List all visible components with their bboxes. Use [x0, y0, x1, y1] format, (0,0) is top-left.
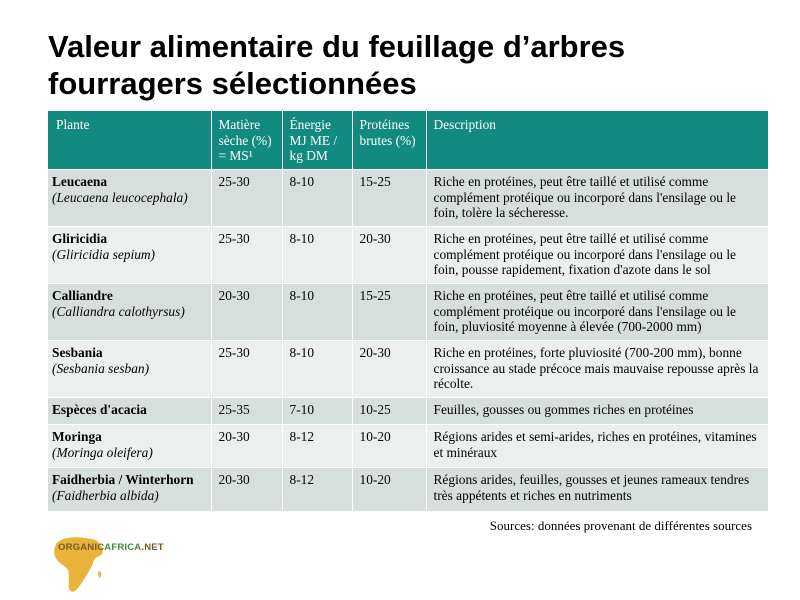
proteines-cell: 10-25	[352, 398, 426, 425]
table-row	[48, 425, 768, 468]
table-row	[48, 170, 768, 227]
energie-cell: 8-12	[282, 468, 352, 511]
proteines-cell: 15-25	[352, 170, 426, 227]
plant-name: Espèces d'acacia	[52, 402, 147, 417]
description-cell: Régions arides et semi-arides, riches en protéines, vitamines et minéraux	[426, 425, 768, 468]
description-cell: Riche en protéines, peut être taillé et utilisé comme complément protéique ou incorporé dans l'ensilage ou le foin, tolère la sécheresse.	[426, 170, 768, 227]
plant-latin: (Faidherbia albida)	[52, 487, 159, 503]
ms-cell: 25-35	[211, 398, 282, 425]
plant-latin: (Calliandra calothyrsus)	[52, 303, 185, 319]
source-note: Sources: données provenant de différentes sources	[489, 518, 752, 533]
table-header-row	[48, 111, 768, 170]
plant-name: Faidherbia / Winterhorn	[52, 472, 194, 487]
table-row	[48, 398, 768, 425]
plant-name: Calliandre	[52, 288, 113, 303]
description-cell: Riche en protéines, forte pluviosité (700-200 mm), bonne croissance au stade précoce mais mauvaise repousse après la récolte.	[426, 341, 768, 398]
logo-text	[58, 542, 164, 553]
plant-name: Leucaena	[52, 174, 108, 189]
logo-text-organic: ORGANIC	[58, 542, 105, 553]
title-line-1: Valeur alimentaire du feuillage d’arbres	[48, 29, 626, 64]
header-energie: Énergie MJ ME / kg DM	[282, 111, 352, 170]
proteines-cell: 10-20	[352, 468, 426, 511]
ms-cell: 20-30	[211, 284, 282, 341]
plant-cell	[48, 341, 211, 398]
page-title	[48, 28, 768, 102]
logo-text-africa: AFRICA	[104, 542, 142, 553]
energie-cell: 8-10	[282, 341, 352, 398]
energie-cell: 8-10	[282, 227, 352, 284]
header-matiere: Matière sèche (%) = MS¹	[211, 111, 282, 170]
header-plante: Plante	[48, 111, 211, 170]
plant-cell	[48, 170, 211, 227]
organic-africa-logo	[50, 534, 164, 596]
plant-latin: (Leucaena leucocephala)	[52, 189, 188, 205]
proteines-cell: 20-30	[352, 341, 426, 398]
ms-cell: 20-30	[211, 425, 282, 468]
table-row	[48, 341, 768, 398]
fodder-table	[48, 111, 768, 511]
description-cell: Riche en protéines, peut être taillé et utilisé comme complément protéique ou incorporé dans l'ensilage ou le foin, pousse rapidement, fixation d'azote dans le sol	[426, 227, 768, 284]
description-cell: Régions arides, feuilles, gousses et jeunes rameaux tendres très appétents et riches en nutriments	[426, 468, 768, 511]
plant-latin: (Gliricidia sepium)	[52, 246, 156, 262]
plant-latin: (Sesbania sesban)	[52, 360, 150, 376]
energie-cell: 8-10	[282, 284, 352, 341]
title-line-2: fourragers sélectionnées	[48, 66, 417, 101]
proteines-cell: 20-30	[352, 227, 426, 284]
plant-name: Sesbania	[52, 345, 103, 360]
plant-latin: (Moringa oleifera)	[52, 444, 153, 460]
energie-cell: 8-12	[282, 425, 352, 468]
header-description: Description	[426, 111, 768, 170]
plant-cell	[48, 227, 211, 284]
table-row	[48, 227, 768, 284]
header-proteines: Protéines brutes (%)	[352, 111, 426, 170]
plant-cell	[48, 284, 211, 341]
table-row	[48, 468, 768, 511]
ms-cell: 25-30	[211, 170, 282, 227]
proteines-cell: 10-20	[352, 425, 426, 468]
ms-cell: 25-30	[211, 227, 282, 284]
logo-text-net: .NET	[141, 542, 164, 553]
proteines-cell: 15-25	[352, 284, 426, 341]
plant-name: Moringa	[52, 429, 102, 444]
description-cell: Feuilles, gousses ou gommes riches en protéines	[426, 398, 768, 425]
plant-cell	[48, 468, 211, 511]
description-cell: Riche en protéines, peut être taillé et utilisé comme complément protéique ou incorporé dans l'ensilage ou le foin, pluviosité moyenne à élevée (700-2000 mm)	[426, 284, 768, 341]
energie-cell: 7-10	[282, 398, 352, 425]
energie-cell: 8-10	[282, 170, 352, 227]
table-row	[48, 284, 768, 341]
plant-cell	[48, 425, 211, 468]
ms-cell: 25-30	[211, 341, 282, 398]
plant-name: Gliricidia	[52, 231, 108, 246]
ms-cell: 20-30	[211, 468, 282, 511]
plant-cell	[48, 398, 211, 425]
